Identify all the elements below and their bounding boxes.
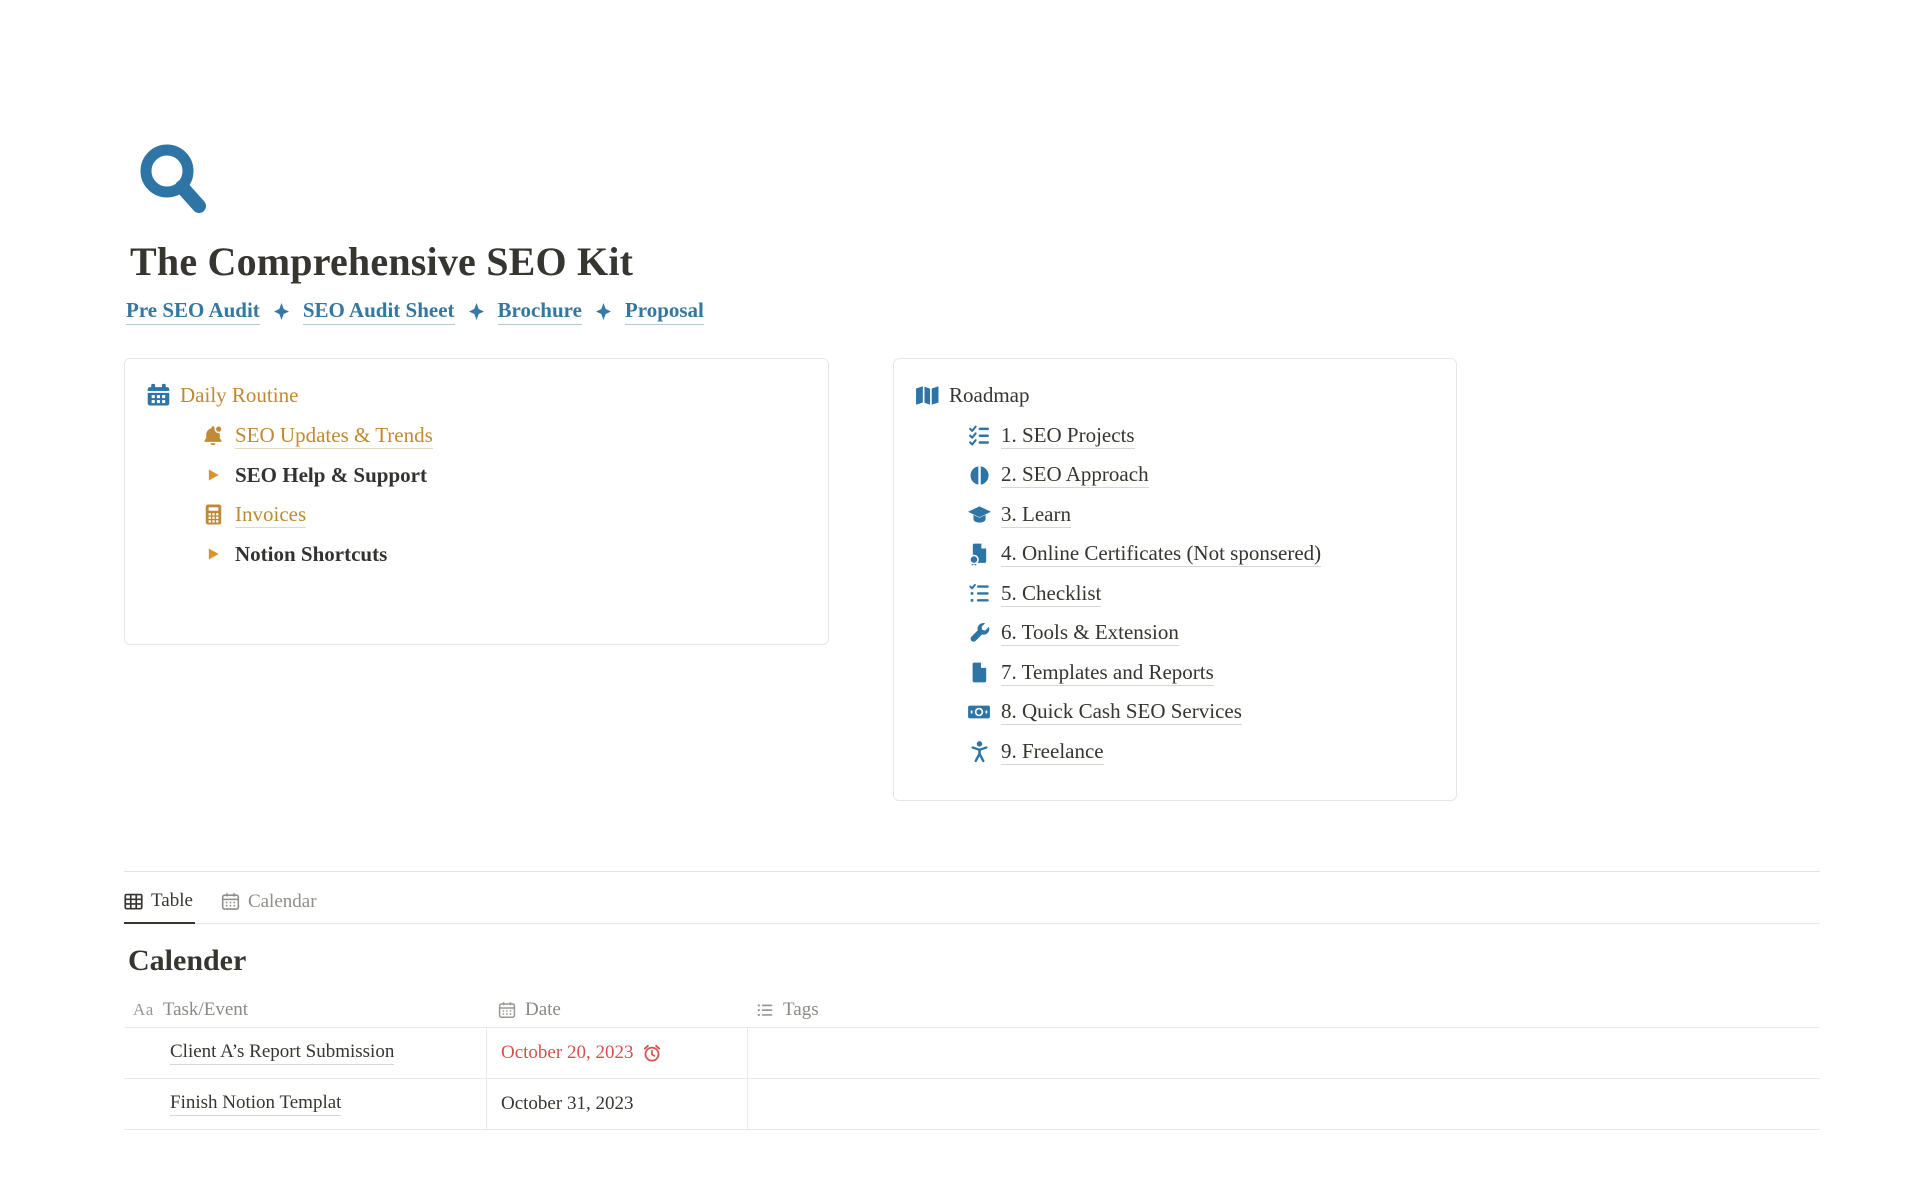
database-title: Calender xyxy=(128,943,247,977)
split-circle-icon xyxy=(966,464,992,487)
task-title-link[interactable]: Finish Notion Templat xyxy=(170,1092,341,1116)
calendar-outline-icon xyxy=(498,1001,516,1019)
daily-routine-items xyxy=(200,416,808,574)
toggle-label[interactable]: SEO Help & Support xyxy=(235,463,427,488)
table-grid-icon xyxy=(124,892,143,911)
list-item-label[interactable]: 8. Quick Cash SEO Services xyxy=(1001,699,1242,725)
link-brochure[interactable]: Brochure xyxy=(498,298,582,325)
link-seo-audit-sheet[interactable]: SEO Audit Sheet xyxy=(303,298,455,325)
calendar-database-table xyxy=(124,993,1820,1130)
tab-table-view[interactable] xyxy=(124,884,195,924)
list-item-label[interactable]: 1. SEO Projects xyxy=(1001,423,1135,449)
list-item-label[interactable]: 4. Online Certificates (Not sponsered) xyxy=(1001,541,1321,567)
roadmap-header xyxy=(914,381,1436,409)
bulleted-list-icon xyxy=(756,1001,774,1019)
daily-routine-callout xyxy=(124,358,829,645)
list-item-label[interactable]: 9. Freelance xyxy=(1001,739,1104,765)
toggle-notion-shortcuts[interactable] xyxy=(200,535,808,575)
calendar-outline-icon xyxy=(221,892,240,911)
list-item-learn[interactable] xyxy=(966,495,1436,535)
certificate-file-icon xyxy=(966,542,992,566)
list-item-seo-approach[interactable] xyxy=(966,456,1436,496)
list-item-freelance[interactable] xyxy=(966,732,1436,772)
table-row[interactable] xyxy=(124,1079,1820,1130)
money-bill-icon xyxy=(966,700,992,724)
page-title: The Comprehensive SEO Kit xyxy=(130,239,634,284)
column-header-task-event[interactable] xyxy=(124,993,487,1027)
page-icon-magnifier[interactable] xyxy=(134,140,212,218)
map-icon xyxy=(914,384,940,407)
divider xyxy=(124,871,1820,872)
column-header-tags[interactable] xyxy=(748,993,1820,1027)
list-item-seo-updates-trends[interactable] xyxy=(200,416,808,456)
daily-routine-title: Daily Routine xyxy=(180,382,299,407)
quick-links-row xyxy=(126,298,1820,325)
list-item-templates-reports[interactable] xyxy=(966,653,1436,693)
cell-date[interactable] xyxy=(487,1028,748,1078)
list-item-checklist[interactable] xyxy=(966,574,1436,614)
tab-label: Calendar xyxy=(247,890,317,912)
roadmap-callout xyxy=(893,358,1457,801)
checklist-icon xyxy=(966,582,992,605)
graduation-cap-icon xyxy=(966,504,992,526)
daily-routine-header xyxy=(145,381,808,409)
table-header-row xyxy=(124,993,1820,1028)
alarm-clock-icon xyxy=(642,1043,662,1063)
column-label: Task/Event xyxy=(162,998,249,1020)
roadmap-items xyxy=(966,416,1436,772)
column-label: Tags xyxy=(783,998,819,1020)
toggle-label[interactable]: Notion Shortcuts xyxy=(235,542,388,567)
diamond-separator-icon xyxy=(274,303,289,320)
diamond-separator-icon xyxy=(596,303,611,320)
date-value-overdue: October 20, 2023 xyxy=(501,1042,662,1064)
wrench-icon xyxy=(966,622,992,645)
magnifier-icon xyxy=(134,140,212,218)
calendar-icon xyxy=(145,383,171,408)
toggle-seo-help-support[interactable] xyxy=(200,456,808,496)
calculator-icon xyxy=(200,503,226,526)
date-value: October 31, 2023 xyxy=(501,1092,634,1114)
notion-page xyxy=(124,140,1820,1130)
table-row[interactable] xyxy=(124,1028,1820,1079)
column-label: Date xyxy=(525,998,561,1020)
database-view-tabs xyxy=(124,884,1820,924)
list-item-label[interactable]: 3. Learn xyxy=(1001,502,1071,528)
link-pre-seo-audit[interactable]: Pre SEO Audit xyxy=(126,298,260,325)
columns-row xyxy=(124,358,1820,801)
roadmap-title: Roadmap xyxy=(949,382,1030,407)
bell-badge-icon xyxy=(200,424,226,448)
list-item-label[interactable]: 5. Checklist xyxy=(1001,581,1101,607)
column-header-date[interactable] xyxy=(487,993,748,1027)
list-item-label[interactable]: 2. SEO Approach xyxy=(1001,462,1149,488)
list-item-online-certificates[interactable] xyxy=(966,535,1436,575)
document-icon xyxy=(966,661,992,684)
list-item-invoices[interactable] xyxy=(200,495,808,535)
cell-task[interactable] xyxy=(124,1028,487,1078)
diamond-separator-icon xyxy=(469,303,484,320)
list-item-tools-extension[interactable] xyxy=(966,614,1436,654)
cell-task[interactable] xyxy=(124,1079,487,1129)
list-item-label[interactable]: SEO Updates & Trends xyxy=(235,423,433,449)
cell-tags[interactable] xyxy=(748,1079,1820,1129)
list-item-label[interactable]: 7. Templates and Reports xyxy=(1001,660,1214,686)
tasks-check-icon xyxy=(966,424,992,447)
cell-date[interactable] xyxy=(487,1079,748,1129)
person-icon xyxy=(966,740,992,763)
cell-tags[interactable] xyxy=(748,1028,1820,1078)
task-title-link[interactable]: Client A’s Report Submission xyxy=(170,1041,394,1065)
link-proposal[interactable]: Proposal xyxy=(625,298,704,325)
list-item-seo-projects[interactable] xyxy=(966,416,1436,456)
tab-label: Table xyxy=(151,890,193,911)
list-item-quick-cash[interactable] xyxy=(966,693,1436,733)
list-item-label[interactable]: Invoices xyxy=(235,502,306,528)
toggle-triangle-icon[interactable] xyxy=(200,546,226,562)
tab-calendar-view[interactable] xyxy=(221,885,319,923)
text-type-icon: Aa xyxy=(133,999,154,1019)
toggle-triangle-icon[interactable] xyxy=(200,467,226,483)
list-item-label[interactable]: 6. Tools & Extension xyxy=(1001,620,1179,646)
